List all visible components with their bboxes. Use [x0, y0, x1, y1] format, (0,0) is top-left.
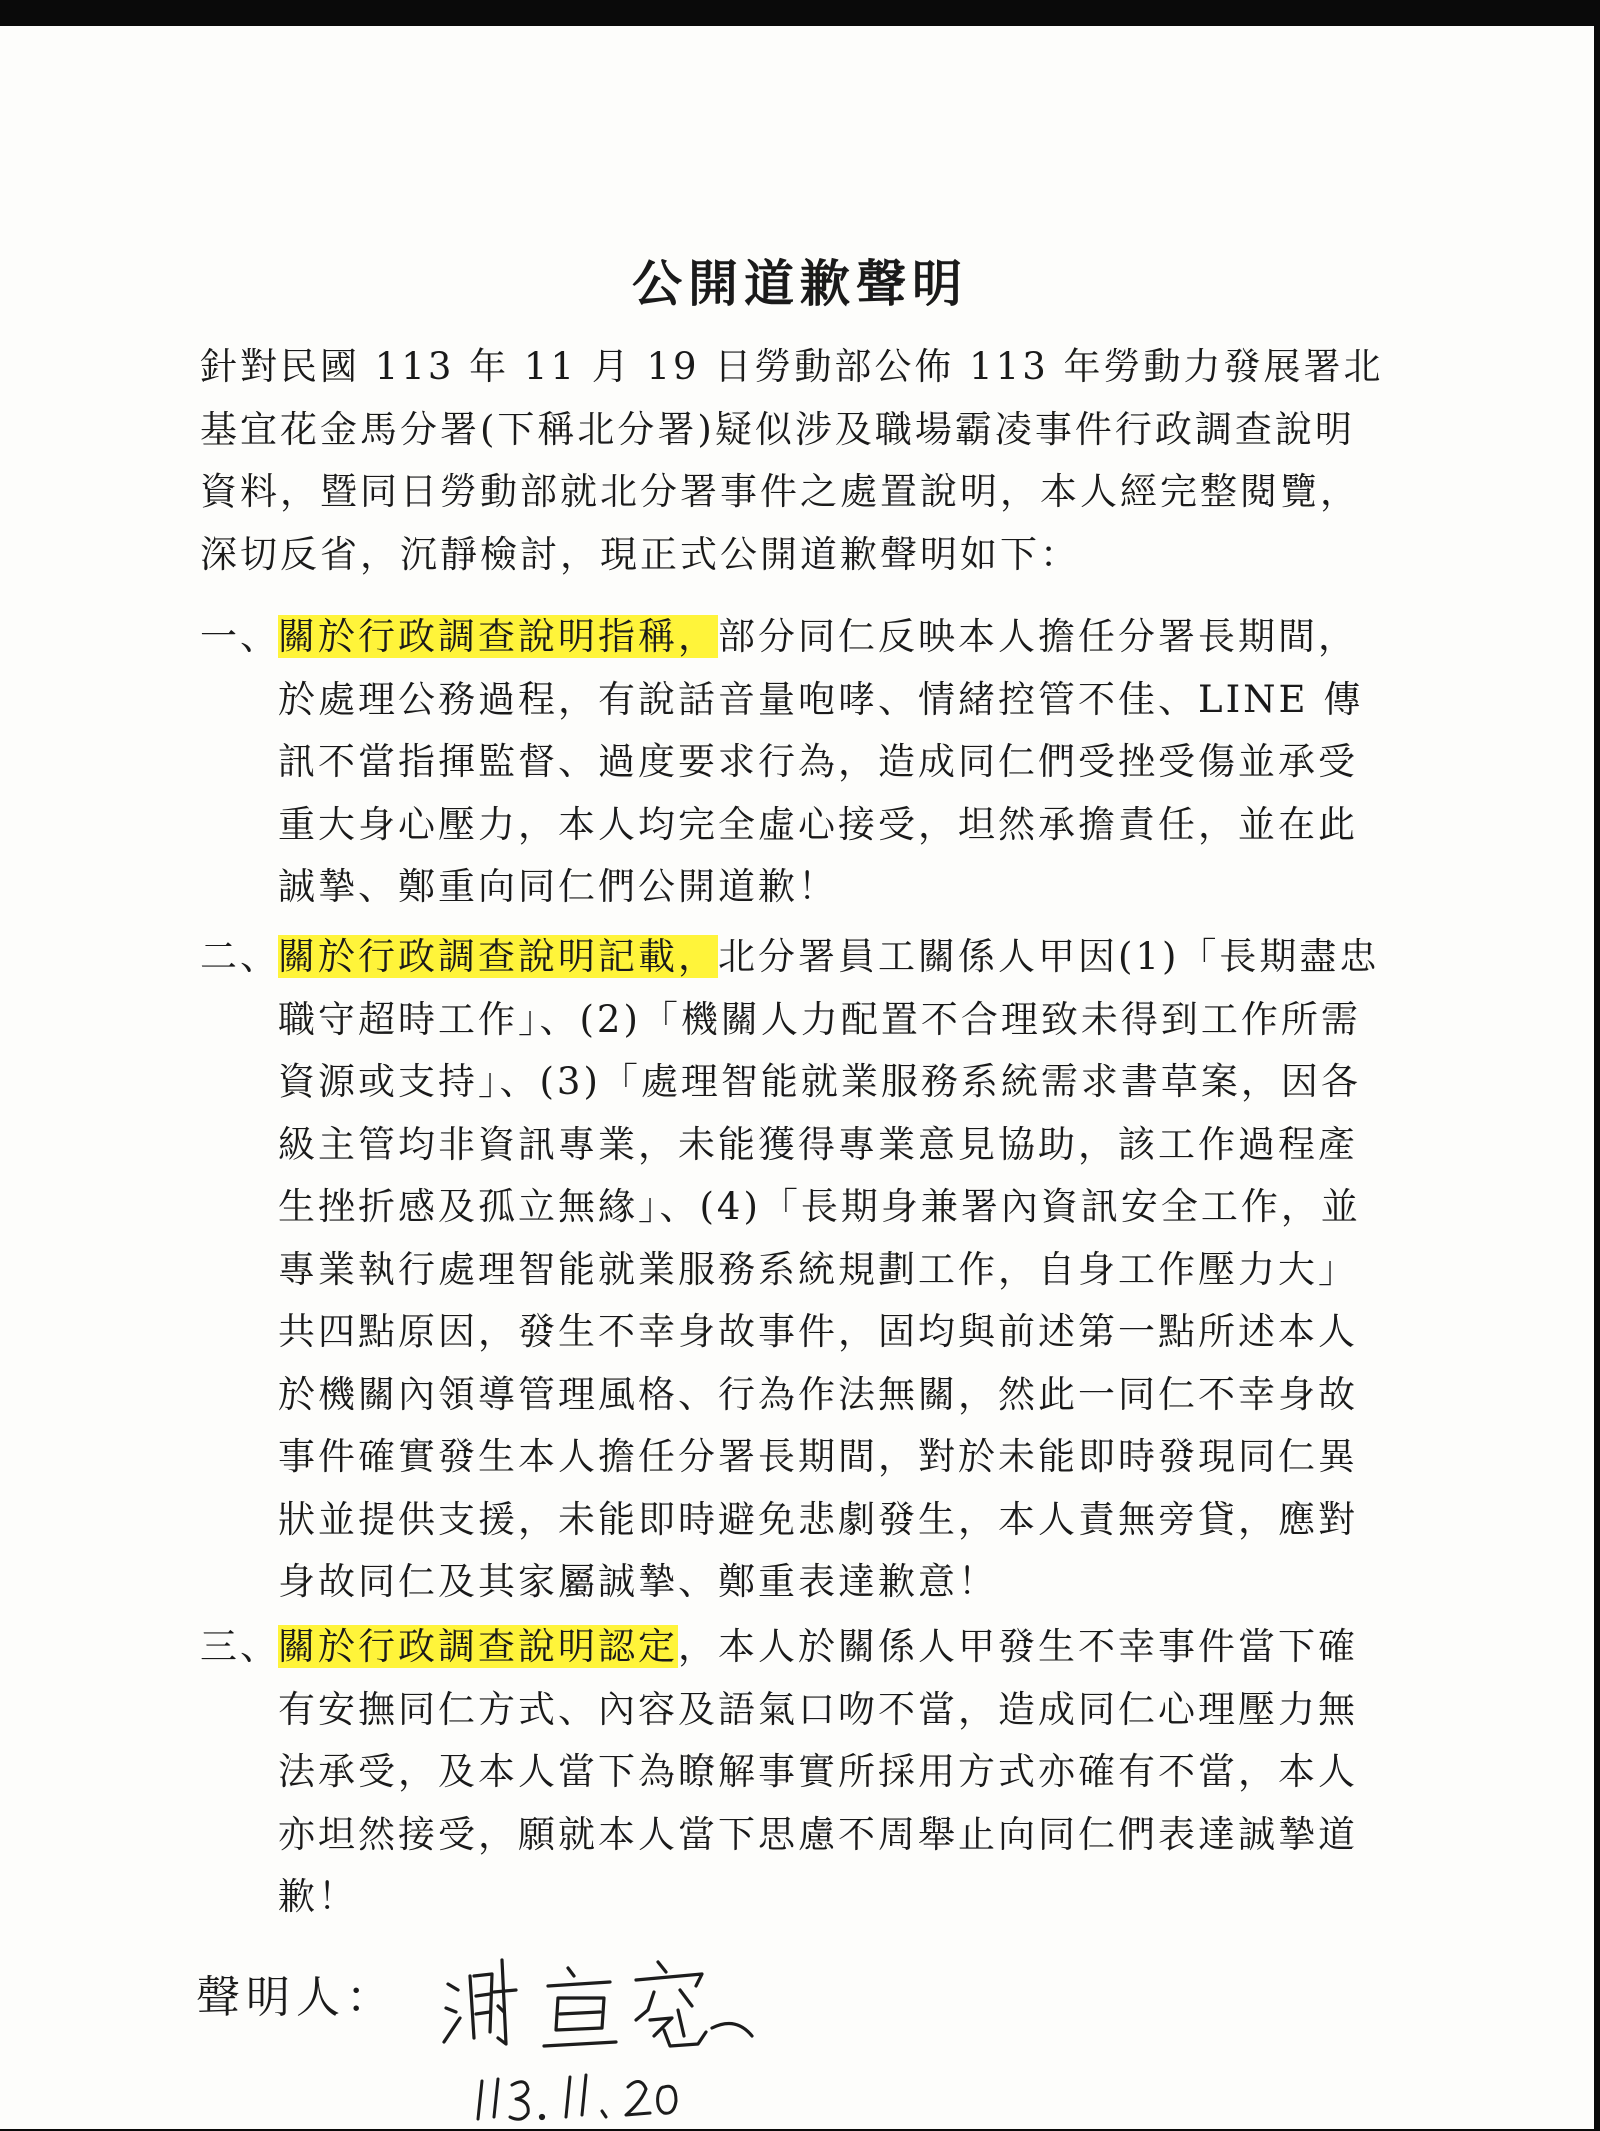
statement-item-2: [200, 926, 1390, 1614]
highlighted-phrase: 關於行政調查說明指稱，: [278, 615, 718, 658]
item-marker: 一、: [200, 615, 280, 658]
document-title: 公開道歉聲明: [632, 254, 968, 313]
intro-paragraph: 針對民國 113 年 11 月 19 日勞動部公佈 113 年勞動力發展署北基宜花金馬分署(下稱北分署)疑似涉及職場霸凌事件行政調查說明資料，暨同日勞動部就北分署事件之處置說明，本人經完整閱覽，深切反省，沉靜檢討，現正式公開道歉聲明如下：: [200, 345, 1384, 576]
handwritten-signature: [440, 1946, 760, 2056]
handwritten-date: [470, 2061, 730, 2131]
statement-item-1: [200, 606, 1390, 919]
document-page: [0, 26, 1594, 2129]
highlighted-phrase: 關於行政調查說明認定: [278, 1625, 678, 1668]
item-body: [278, 606, 1390, 919]
statement-item-3: [200, 1616, 1390, 1929]
item-text: 北分署員工關係人甲因(1)「長期盡忠職守超時工作」、(2)「機關人力配置不合理致未得到工作所需資源或支持」、(3)「處理智能就業服務系統需求書草案，因各級主管均非資訊專業，未能獲得專業意見協助，該工作過程產生挫折感及孤立無緣」、(4)「長期身兼署內資訊安全工作，並專業執行處理智能就業服務系統規劃工作，自身工作壓力大」共四點原因，發生不幸身故事件，固均與前述第一點所述本人於機關內領導管理風格、行為作法無關，然此一同仁不幸身故事件確實發生本人擔任分署長期間，對於未能即時發現同仁異狀並提供支援，未能即時避免悲劇發生，本人責無旁貸，應對身故同仁及其家屬誠摯、鄭重表達歉意！: [278, 935, 1380, 1603]
item-text: 部分同仁反映本人擔任分署長期間，於處理公務過程，有說話音量咆哮、情緒控管不佳、LINE 傳訊不當指揮監督、過度要求行為，造成同仁們受挫受傷並承受重大身心壓力，本人均完全虛心接受，坦然承擔責任，並在此誠摯、鄭重向同仁們公開道歉！: [278, 615, 1364, 908]
item-text: ，本人於關係人甲發生不幸事件當下確有安撫同仁方式、內容及語氣口吻不當，造成同仁心理壓力無法承受，及本人當下為瞭解事實所採用方式亦確有不當，本人亦坦然接受，願就本人當下思慮不周舉止向同仁們表達誠摯道歉！: [278, 1625, 1358, 1918]
item-body: [278, 926, 1390, 1614]
item-marker: 二、: [200, 935, 280, 978]
item-marker: 三、: [200, 1625, 280, 1668]
highlighted-phrase: 關於行政調查說明記載，: [278, 935, 718, 978]
signer-label: 聲明人：: [196, 1972, 396, 2023]
item-body: [278, 1616, 1390, 1929]
